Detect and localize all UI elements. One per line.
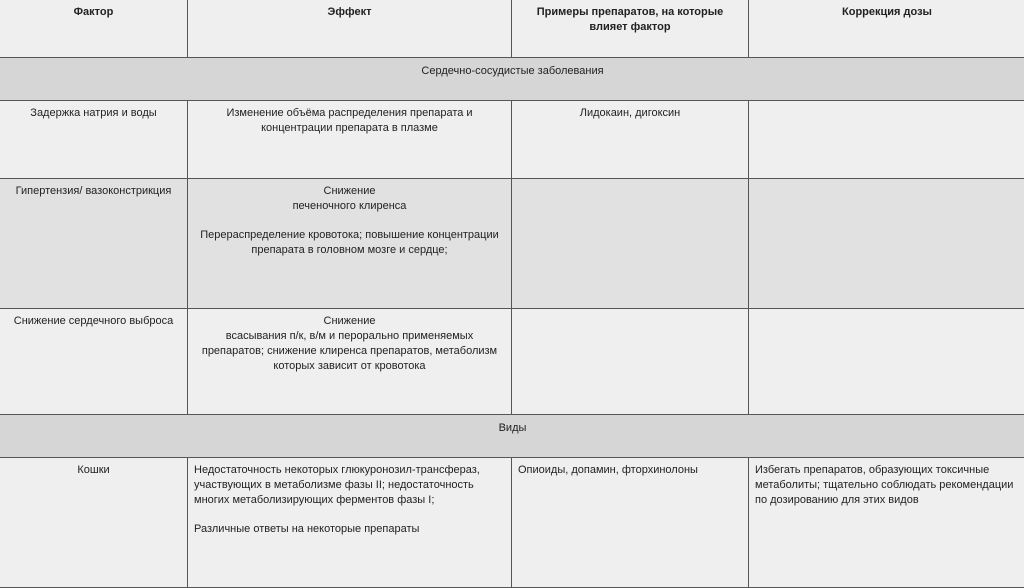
section-row-species — [0, 415, 1024, 458]
section-row-cardio — [0, 58, 1024, 101]
effect-line: Снижение — [194, 314, 505, 329]
header-row — [0, 0, 1024, 58]
cell-examples: Лидокаин, дигоксин — [512, 101, 749, 179]
cell-correction — [749, 101, 1024, 179]
cell-effect — [188, 458, 512, 588]
table-row-cats — [0, 458, 1024, 588]
cell-correction — [749, 309, 1024, 415]
cell-effect — [188, 179, 512, 309]
cell-correction — [749, 179, 1024, 309]
header-correction: Коррекция дозы — [749, 0, 1024, 58]
effect-line: Снижение — [194, 184, 505, 199]
cell-factor: Снижение сердечного выброса — [0, 309, 188, 415]
cell-effect — [188, 309, 512, 415]
cell-factor: Задержка натрия и воды — [0, 101, 188, 179]
effect-line: Перераспределение кровотока; повышение концентрации препарата в головном мозге и сердце; — [194, 228, 505, 258]
cell-factor: Кошки — [0, 458, 188, 588]
header-factor: Фактор — [0, 0, 188, 58]
effect-line: Недостаточность некоторых глюкуронозил-трансфераз, участвующих в метаболизме фазы II; недостаточность многих метаболизирующих ферментов фазы I; — [194, 463, 505, 508]
section-cardio: Сердечно-сосудистые заболевания — [0, 58, 1024, 101]
table-row-output — [0, 309, 1024, 415]
table-row-hypertension — [0, 179, 1024, 309]
cell-examples — [512, 309, 749, 415]
table-row-sodium — [0, 101, 1024, 179]
cell-correction: Избегать препаратов, образующих токсичные метаболиты; тщательно соблюдать рекомендации по дозированию для этих видов — [749, 458, 1024, 588]
header-effect: Эффект — [188, 0, 512, 58]
section-species: Виды — [0, 415, 1024, 458]
cell-examples: Опиоиды, допамин, фторхинолоны — [512, 458, 749, 588]
effect-line: всасывания п/к, в/м и перорально применяемых препаратов; снижение клиренса препаратов, метаболизм которых зависит от кровотока — [194, 329, 505, 374]
effect-line: Различные ответы на некоторые препараты — [194, 522, 505, 537]
effect-line: печеночного клиренса — [194, 199, 505, 214]
cell-factor: Гипертензия/ вазоконстрикция — [0, 179, 188, 309]
cell-examples — [512, 179, 749, 309]
header-examples: Примеры препаратов, на которые влияет фактор — [512, 0, 749, 58]
cell-effect: Изменение объёма распределения препарата и концентрации препарата в плазме — [188, 101, 512, 179]
